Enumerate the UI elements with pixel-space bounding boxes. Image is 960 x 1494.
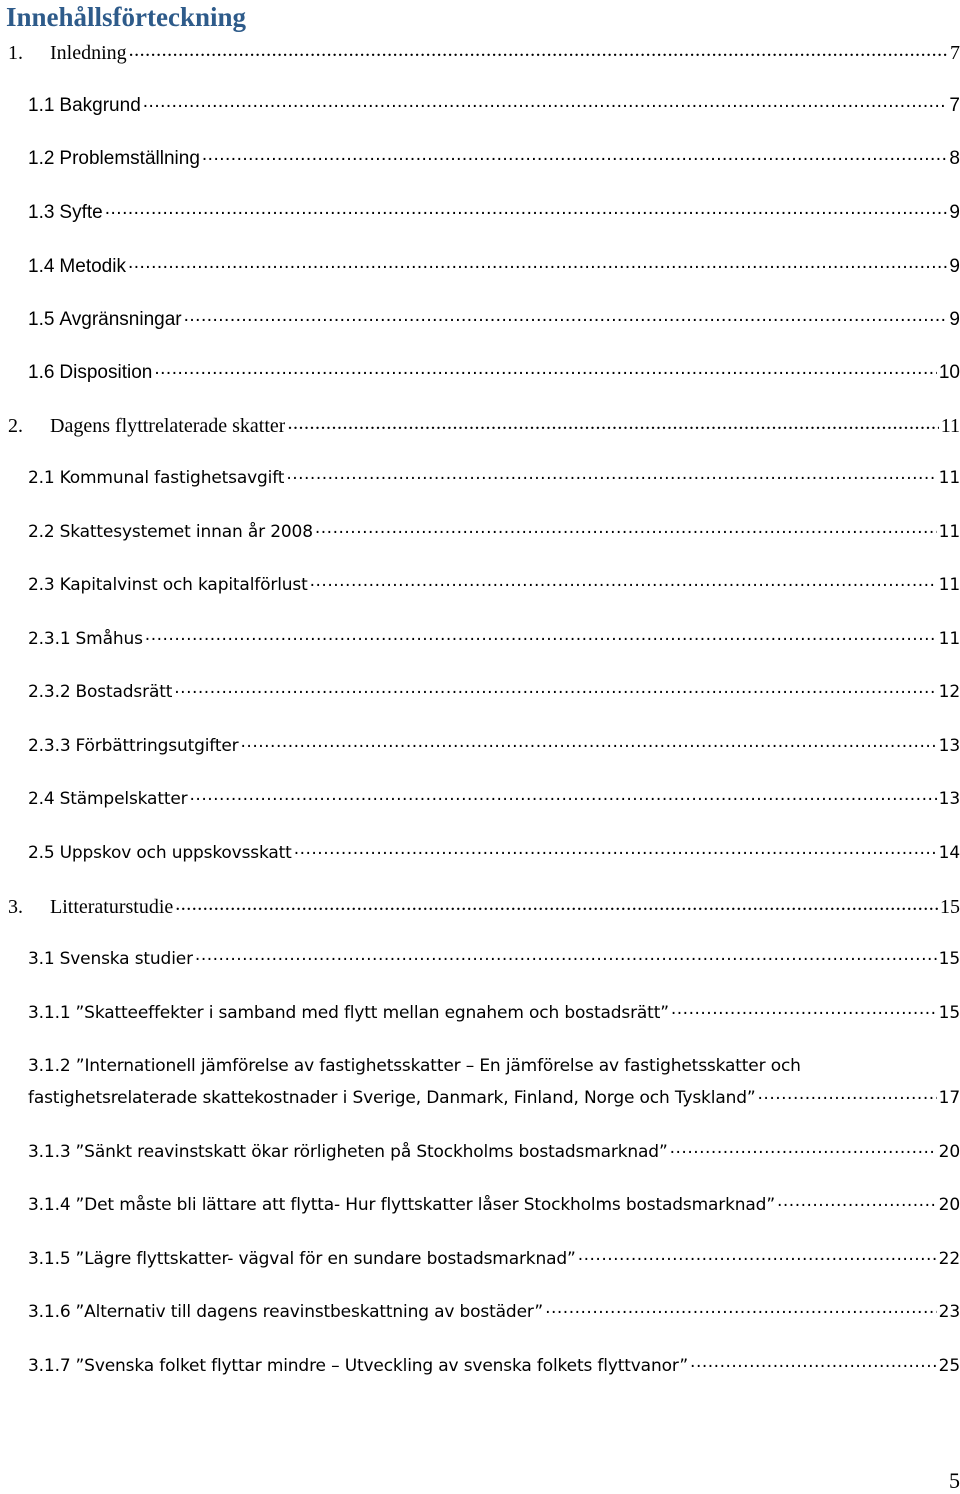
toc-entry-number: 1.5 — [28, 309, 55, 330]
toc-entry-title: ”Svenska folket flyttar mindre – Utveckling av svenska folkets flyttvanor” — [75, 1356, 689, 1376]
dot-leader — [184, 306, 948, 325]
dot-leader — [129, 39, 948, 59]
toc-entry-title: ”Internationell jämförelse av fastighetsskatter – En jämförelse av fastighetsskatter och — [75, 1056, 801, 1076]
toc-entry[interactable] — [28, 359, 960, 385]
toc-entry-first-line[interactable] — [28, 1053, 960, 1079]
dot-leader — [143, 92, 948, 111]
toc-entry[interactable] — [8, 412, 960, 438]
toc-entry-number: 2.5 — [28, 843, 55, 863]
toc-entry-title: Bostadsrätt — [75, 682, 173, 702]
toc-entry[interactable] — [28, 306, 960, 332]
toc-entry-number: 2.3.1 — [28, 629, 71, 649]
toc-entry-title: Svenska studier — [59, 949, 193, 969]
toc-entry-title: ”Skatteeffekter i samband med flytt mellan egnahem och bostadsrätt” — [75, 1003, 669, 1023]
toc-entry-number: 3.1 — [28, 949, 55, 969]
dot-leader — [145, 627, 937, 644]
dot-leader — [758, 1086, 937, 1103]
toc-entry-number: 1. — [8, 42, 23, 64]
toc-entry-number: 2.4 — [28, 789, 55, 809]
toc-entry[interactable] — [28, 1299, 960, 1325]
toc-entry-title: Disposition — [59, 362, 153, 383]
toc-entry-number: 3.1.5 — [28, 1249, 71, 1269]
toc-entry-number: 1.1 — [28, 95, 55, 116]
toc-entry-number: 1.6 — [28, 362, 55, 383]
toc-entry[interactable] — [28, 679, 960, 705]
toc-entry[interactable] — [28, 253, 960, 279]
toc-entry-title: ”Sänkt reavinstskatt ökar rörligheten på Stockholms bostadsmarknad” — [75, 1142, 668, 1162]
dot-leader — [578, 1247, 937, 1264]
toc-entry[interactable] — [8, 893, 960, 919]
toc-entry[interactable] — [28, 145, 960, 171]
toc-heading: Innehållsförteckning — [6, 2, 247, 32]
toc-entry-number: 2.2 — [28, 522, 55, 542]
toc-entry-page: 23 — [938, 1302, 960, 1322]
toc-entry-title: ”Lägre flyttskatter- vägval för en sundare bostadsmarknad” — [75, 1249, 576, 1269]
page-number: 5 — [949, 1468, 960, 1493]
toc-entry-page: 15 — [938, 949, 960, 969]
dot-leader — [105, 199, 948, 218]
toc-entry-page: 14 — [938, 843, 960, 863]
toc-entry-title: Dagens flyttrelaterade skatter — [50, 415, 286, 437]
toc-entry-page: 25 — [938, 1356, 960, 1376]
toc-entry-title: Problemställning — [59, 148, 200, 169]
toc-entry-page: 22 — [938, 1249, 960, 1269]
toc-entry-title: Kapitalvinst och kapitalförlust — [59, 575, 308, 595]
toc-entry-number: 2.1 — [28, 468, 55, 488]
toc-entry-number: 2.3 — [28, 575, 55, 595]
toc-entry-page: 8 — [949, 148, 960, 169]
dot-leader — [670, 1140, 937, 1157]
toc-entry-title: Förbättringsutgifter — [75, 736, 239, 756]
toc-entry-page: 15 — [938, 1003, 960, 1023]
toc-entry-number: 2.3.3 — [28, 736, 71, 756]
dot-leader — [286, 466, 936, 483]
toc-entry-number: 3.1.3 — [28, 1142, 71, 1162]
toc-entry-number: 1.4 — [28, 256, 55, 277]
toc-entry-title: fastighetsrelaterade skattekostnader i Sverige, Danmark, Finland, Norge och Tyskland” — [28, 1088, 756, 1108]
toc-entry-title: Skattesystemet innan år 2008 — [59, 522, 313, 542]
toc-entry-page: 11 — [938, 522, 960, 542]
toc-entry-title: Kommunal fastighetsavgift — [59, 468, 285, 488]
toc-entry[interactable] — [28, 626, 960, 652]
dot-leader — [310, 573, 937, 590]
toc-entry[interactable] — [28, 733, 960, 759]
toc-entry-title: Syfte — [59, 202, 103, 223]
toc-entry[interactable] — [28, 1139, 960, 1165]
dot-leader — [671, 1001, 937, 1018]
toc-entry[interactable] — [28, 946, 960, 972]
dot-leader — [287, 412, 938, 432]
toc-entry-page: 15 — [940, 896, 960, 918]
dot-leader — [690, 1354, 937, 1371]
toc-entry-page: 12 — [938, 682, 960, 702]
toc-entry-title: ”Alternativ till dagens reavinstbeskattning av bostäder” — [75, 1302, 544, 1322]
toc-entry-page: 11 — [938, 629, 960, 649]
toc-entry-page: 9 — [949, 256, 960, 277]
toc-entry[interactable] — [28, 1192, 960, 1218]
toc-entry-title: ”Det måste bli lättare att flytta- Hur flyttskatter låser Stockholms bostadsmarknad” — [75, 1195, 775, 1215]
toc-entry-page: 7 — [950, 42, 960, 64]
toc-entry-title: Småhus — [75, 629, 143, 649]
toc-entry-number: 3.1.2 — [28, 1056, 71, 1076]
dot-leader — [545, 1300, 937, 1317]
toc-entry-title: Bakgrund — [59, 95, 141, 116]
dot-leader — [294, 841, 937, 858]
dot-leader — [202, 145, 948, 164]
toc-entry-title: Stämpelskatter — [59, 789, 188, 809]
toc-entry[interactable] — [28, 519, 960, 545]
toc-entry-page: 9 — [949, 309, 960, 330]
toc-entry-number: 3.1.7 — [28, 1356, 71, 1376]
toc-entry[interactable] — [28, 1246, 960, 1272]
toc-entry-number: 2.3.2 — [28, 682, 71, 702]
toc-entry[interactable] — [28, 1085, 960, 1111]
toc-entry-page: 20 — [938, 1195, 960, 1215]
dot-leader — [315, 520, 937, 537]
toc-entry-title: Avgränsningar — [59, 309, 182, 330]
toc-entry[interactable] — [8, 39, 960, 65]
toc-entry[interactable] — [28, 199, 960, 225]
toc-entry-page: 7 — [949, 95, 960, 116]
toc-entry-page: 20 — [938, 1142, 960, 1162]
dot-leader — [777, 1193, 937, 1210]
toc-entry-page: 13 — [938, 736, 960, 756]
toc-entry-number: 1.2 — [28, 148, 55, 169]
dot-leader — [241, 734, 937, 751]
toc-entry-number: 2. — [8, 415, 23, 437]
toc-entry-number: 3.1.4 — [28, 1195, 71, 1215]
toc-entry-page: 13 — [938, 789, 960, 809]
toc-entry-page: 11 — [938, 575, 960, 595]
toc-entry-number: 3. — [8, 896, 23, 918]
dot-leader — [190, 787, 937, 804]
toc-entry-number: 1.3 — [28, 202, 55, 223]
dot-leader — [154, 359, 937, 378]
toc-entry-page: 17 — [938, 1088, 960, 1108]
toc-entry[interactable] — [28, 92, 960, 118]
toc-entry-page: 11 — [938, 468, 960, 488]
dot-leader — [128, 253, 947, 272]
toc-entry-title: Metodik — [59, 256, 126, 277]
toc-entry[interactable] — [28, 465, 960, 491]
dot-leader — [195, 947, 937, 964]
toc-entry-page: 10 — [938, 362, 960, 383]
toc-entry-page: 11 — [940, 415, 960, 437]
toc-entry[interactable] — [28, 1353, 960, 1379]
toc-entry-page: 9 — [949, 202, 960, 223]
toc-entry[interactable] — [28, 572, 960, 598]
toc-entry-title: Litteraturstudie — [50, 896, 174, 918]
toc-entry-title: Inledning — [50, 42, 127, 64]
dot-leader — [174, 680, 936, 697]
toc-entry-number: 3.1.6 — [28, 1302, 71, 1322]
toc-entry-title: Uppskov och uppskovsskatt — [59, 843, 292, 863]
dot-leader — [175, 893, 938, 913]
toc-entry[interactable] — [28, 786, 960, 812]
toc-entry-number: 3.1.1 — [28, 1003, 71, 1023]
toc-entry[interactable] — [28, 1000, 960, 1026]
toc-entry[interactable] — [28, 840, 960, 866]
